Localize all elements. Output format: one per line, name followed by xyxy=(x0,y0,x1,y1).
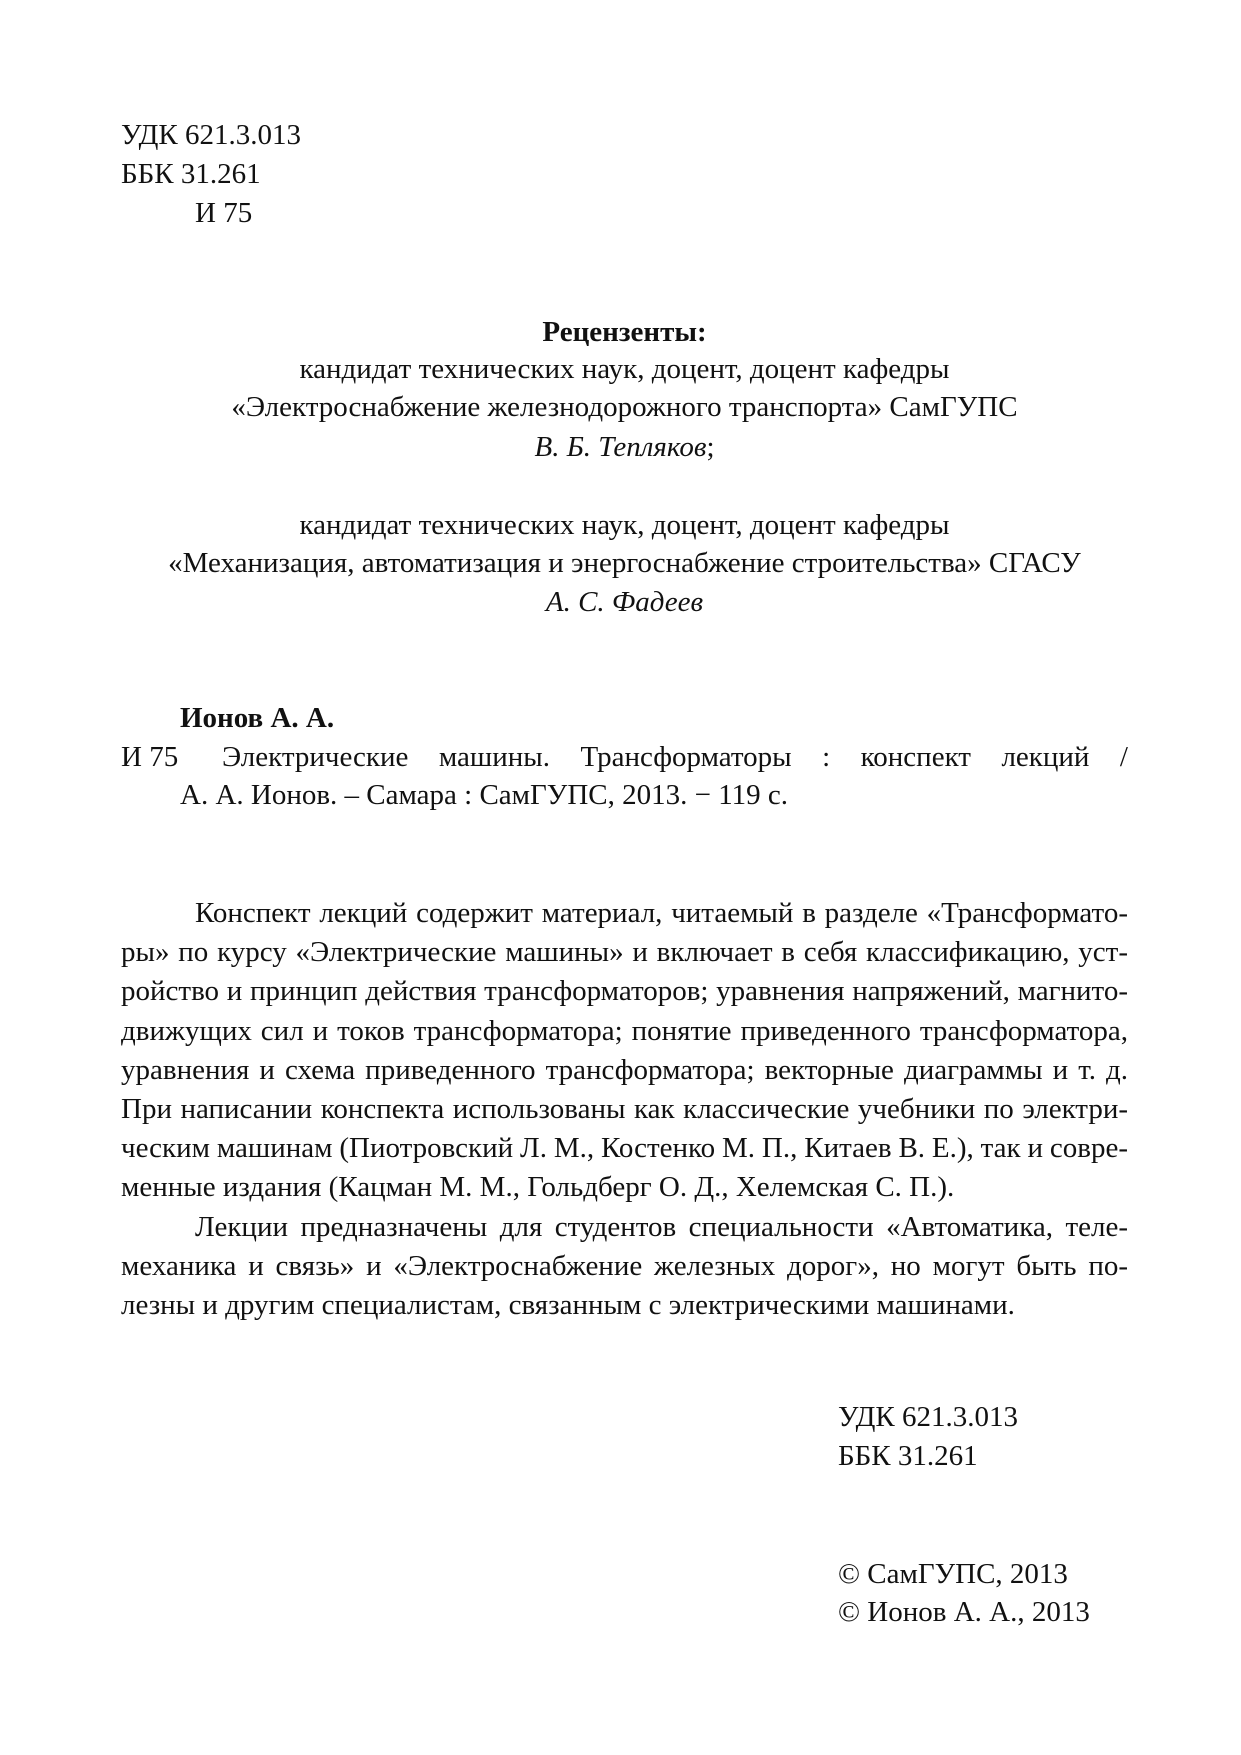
bbk-bottom: ББК 31.261 xyxy=(838,1440,978,1472)
abstract-line: уравнения и схема приведенного трансформатора; векторные диаграммы и т. д. xyxy=(121,1053,1128,1086)
biblio-author: Ионов А. А. xyxy=(180,702,335,734)
reviewers-title: Рецензенты: xyxy=(542,316,707,348)
abstract-line: Конспект лекций содержит материал, читаемый в разделе «Трансформато- xyxy=(195,897,1128,929)
author-mark-top: И 75 xyxy=(195,197,253,229)
reviewer-2-department: «Механизация, автоматизация и энергоснабжение строительства» СГАСУ xyxy=(168,547,1081,579)
reviewer-2-name: А. С. Фадеев xyxy=(545,586,704,618)
abstract-line: менные издания (Кацман М. М., Гольдберг О. Д., Хелемская С. П.). xyxy=(121,1171,955,1204)
biblio-line-1: Электрические машины. Трансформаторы : конспект лекций / xyxy=(222,741,1128,773)
copyright-author: © Ионов А. А., 2013 xyxy=(838,1596,1090,1628)
reviewer-2-position: кандидат технических наук, доцент, доцент кафедры xyxy=(299,509,950,541)
bbk-top: ББК 31.261 xyxy=(121,158,261,190)
abstract-line: механика и связь» и «Электроснабжение железных дорог», но могут быть по- xyxy=(121,1249,1128,1282)
reviewer-1-department: «Электроснабжение железнодорожного транспорта» СамГУПС xyxy=(231,391,1018,423)
biblio-line-2: А. А. Ионов. – Самара : СамГУПС, 2013. − 119 с. xyxy=(180,779,789,811)
copyright-publisher: © СамГУПС, 2013 xyxy=(838,1558,1068,1590)
udk-bottom: УДК 621.3.013 xyxy=(838,1401,1018,1433)
reviewer-1-suffix: ; xyxy=(706,431,715,463)
abstract-line: движущих сил и токов трансформатора; понятие приведенного трансформатора, xyxy=(121,1014,1128,1047)
reviewer-1-position: кандидат технических наук, доцент, доцент кафедры xyxy=(299,353,950,385)
reviewer-1-name: В. Б. Тепляков xyxy=(534,431,707,463)
abstract-line: ройство и принцип действия трансформаторов; уравнения напряжений, магнито- xyxy=(121,975,1128,1008)
reviewer-1 xyxy=(121,428,1128,467)
abstract-line: ры» по курсу «Электрические машины» и включает в себя классификацию, уст- xyxy=(121,936,1128,969)
udk-top: УДК 621.3.013 xyxy=(121,119,301,151)
abstract-line: лезны и другим специалистам, связанным с электрическими машинами. xyxy=(121,1289,1015,1321)
abstract-line: ческим машинам (Пиотровский Л. М., Костенко М. П., Китаев В. Е.), так и совре- xyxy=(121,1132,1128,1165)
abstract-line: Лекции предназначены для студентов специальности «Автоматика, теле- xyxy=(195,1210,1128,1243)
biblio-mark: И 75 xyxy=(121,741,179,773)
abstract-line: При написании конспекта использованы как классические учебники по электри- xyxy=(121,1093,1128,1125)
